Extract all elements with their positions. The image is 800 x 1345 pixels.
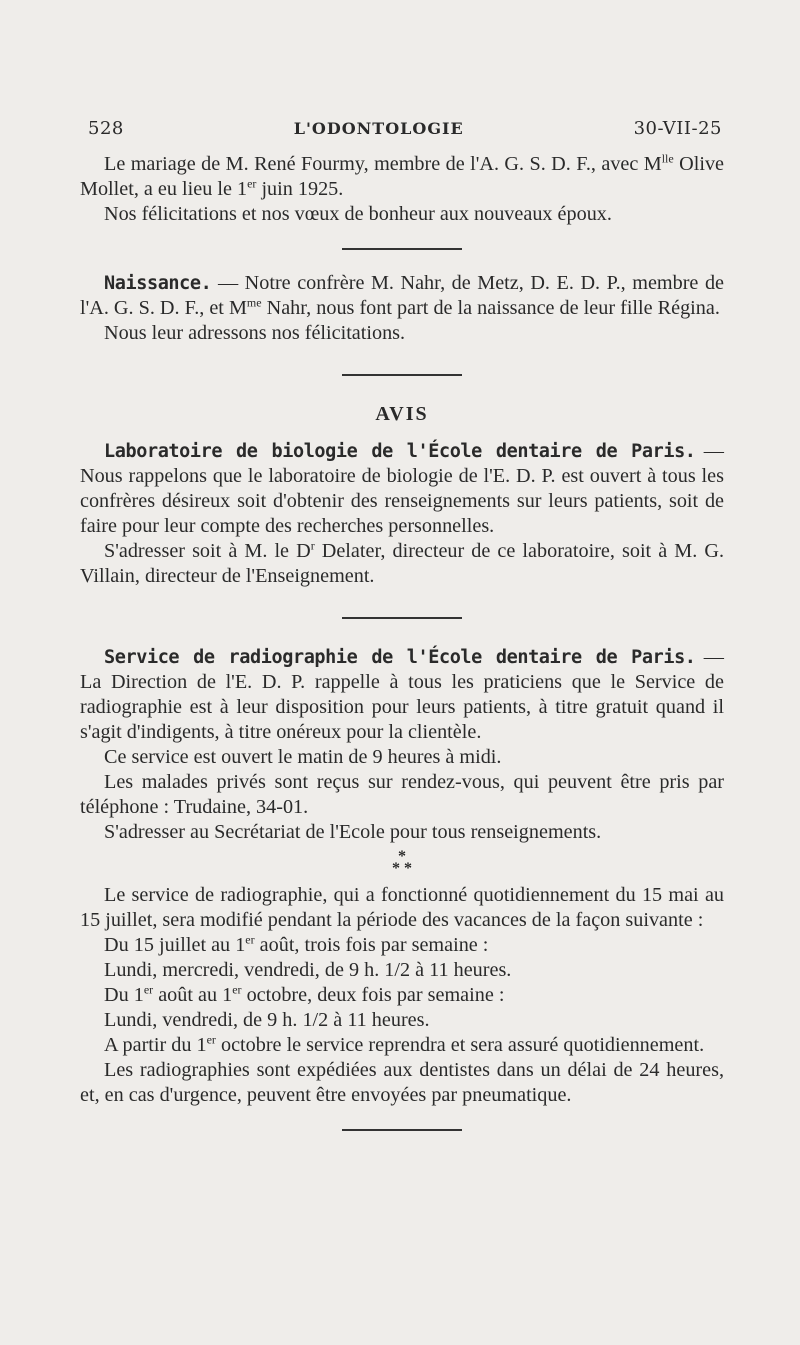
divider — [342, 248, 462, 250]
issue-date: 30-VII-25 — [633, 118, 722, 139]
paragraph: Service de radiographie de l'École dentaire de Paris. — La Direction de l'E. D. P. rappelle à tous les praticiens que le Service de radiographie est à leur disposition pour leurs patients, à titre gratuit quand il s'agit d'indigents, à titre onéreux pour la clientèle. — [80, 646, 724, 743]
paragraph: Du 1er août au 1er octobre, deux fois par semaine : — [104, 982, 505, 1006]
paragraph: Nous leur adressons nos félicitations. — [104, 322, 406, 344]
paragraph: Naissance. — Notre confrère M. Nahr, de Metz, D. E. D. P., membre de l'A. G. S. D. F., et $M^{me}$ Nahr, nous font part de la naissance de leur fille Régina. — [80, 272, 724, 319]
paragraph: Le mariage de M. René Fourmy, membre de l'A. G. S. D. F., avec $M^{lle}$ Olive Mollet, a eu lieu le 1er juin 1925. — [80, 151, 724, 200]
paragraph: Laboratoire de biologie de l'École dentaire de Paris. — Nous rappelons que le laboratoire de biologie de l'E. D. P. est ouvert à tous les confrères désireux soit d'obtenir des renseignements sur leurs patients, soit de faire pour leur compte des recherches personnelles. — [80, 440, 724, 537]
paragraph: S'adresser au Secrétariat de l'Ecole pour tous renseignements. — [104, 821, 602, 843]
paragraph: Les radiographies sont expédiées aux dentistes dans un délai de 24 heures, et, en cas d'urgence, peuvent être envoyées par pneumatique. — [80, 1059, 724, 1106]
page-body — [80, 152, 724, 1152]
paragraph: Lundi, vendredi, de 9 h. 1/2 à 11 heures. — [104, 1009, 430, 1031]
divider — [342, 617, 462, 619]
divider — [342, 374, 462, 376]
laboratoire-section — [80, 439, 724, 589]
paragraph: Ce service est ouvert le matin de 9 heures à midi. — [104, 746, 502, 768]
paragraph: S'adresser soit à M. le $D^r$ Delater, directeur de ce laboratoire, soit à M. G. Villain, directeur de l'Enseignement. — [80, 538, 724, 587]
paragraph: Nos félicitations et nos vœux de bonheur aux nouveaux époux. — [104, 203, 612, 225]
page-number: 528 — [88, 118, 124, 139]
paragraph: A partir du 1er octobre le service reprendra et sera assuré quotidiennement. — [104, 1032, 705, 1056]
journal-title: L'ODONTOLOGIE — [293, 119, 464, 138]
asterism: * * * — [392, 848, 412, 877]
radiographie-section — [80, 645, 724, 1108]
naissance-section — [80, 271, 724, 346]
section-lead: Service de radiographie de l'École dentaire de Paris. — [104, 647, 696, 668]
paragraph: Les malades privés sont reçus sur rendez-vous, qui peuvent être pris par téléphone : Trudaine, 34-01. — [80, 771, 724, 818]
section-lead: Naissance. — [104, 273, 212, 294]
avis-heading: AVIS — [375, 403, 429, 425]
paragraph: Lundi, mercredi, vendredi, de 9 h. 1/2 à 11 heures. — [104, 959, 512, 981]
paragraph: Le service de radiographie, qui a fonctionné quotidiennement du 15 mai au 15 juillet, sera modifié pendant la période des vacances de la façon suivante : — [80, 884, 724, 931]
section-lead: Laboratoire de biologie de l'École dentaire de Paris. — [104, 441, 696, 462]
paragraph: Du 15 juillet au 1er août, trois fois par semaine : — [104, 932, 489, 956]
divider — [342, 1129, 462, 1131]
running-header — [88, 118, 722, 139]
mariage-section — [80, 152, 724, 227]
